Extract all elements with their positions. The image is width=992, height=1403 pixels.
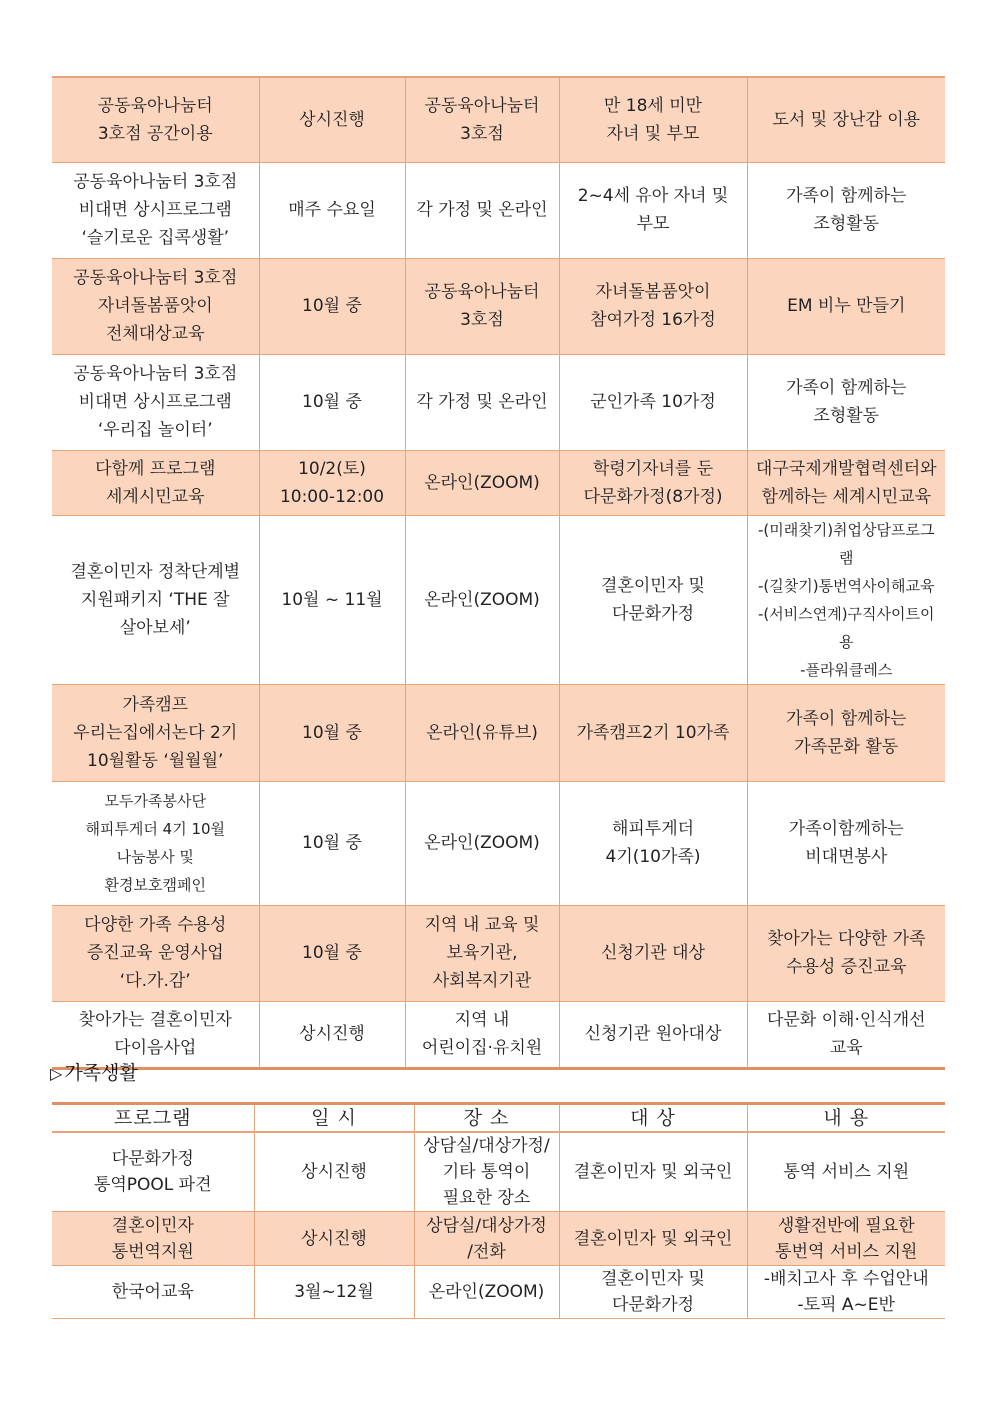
cell-text-line: 통역 서비스 지원: [783, 1162, 910, 1182]
header-schedule: 일 시: [254, 1104, 414, 1133]
cell-text-line: 온라인(ZOOM): [424, 472, 540, 493]
cell-text-line: 온라인(ZOOM): [428, 1282, 545, 1302]
cell-schedule: [259, 1001, 405, 1068]
cell-schedule: [259, 354, 405, 450]
cell-text-line: 가족이 함께하는: [786, 378, 907, 398]
section-title: [50, 1058, 138, 1089]
cell-text-line: 찾아가는 결혼이민자: [78, 1010, 232, 1030]
table-row: [52, 1212, 945, 1266]
cell-content: [747, 684, 945, 781]
cell-schedule: [259, 77, 405, 162]
cell-text-line: 온라인(ZOOM): [424, 589, 540, 610]
cell-text-line: 기타 통역이: [442, 1162, 531, 1182]
cell-text-line: 조형활동: [813, 214, 880, 234]
cell-target: [559, 354, 747, 450]
cell-text-line: 함께하는 세계시민교육: [761, 486, 932, 507]
cell-program: [52, 684, 259, 781]
cell-text-line: 4기(10가족): [605, 847, 701, 867]
cell-text-line: 각 가정 및 온라인: [416, 392, 548, 412]
header-target: 대 상: [559, 1104, 747, 1133]
cell-program: [52, 1266, 254, 1319]
table-row: [52, 1001, 945, 1068]
cell-text-line: 자녀돌봄품앗이: [595, 282, 711, 302]
cell-text-line: 다문화가정: [111, 1149, 194, 1169]
cell-text-line: 모두가족봉사단: [104, 792, 206, 810]
cell-target: [559, 162, 747, 258]
cell-text-line: 다이음사업: [114, 1038, 197, 1058]
cell-schedule: [259, 162, 405, 258]
cell-text-line: -(미래찾기)취업상담프로그램: [757, 520, 935, 567]
cell-text-line: 한국어교육: [111, 1282, 194, 1302]
cell-text-line: 부모: [636, 214, 670, 234]
cell-content: [747, 1001, 945, 1068]
table-row: [52, 1266, 945, 1319]
cell-text-line: 신청기관 대상: [601, 943, 705, 963]
cell-text-line: 공동육아나눔터: [424, 95, 540, 116]
cell-text-line: 가족캠프: [122, 694, 189, 715]
cell-target: [559, 781, 747, 905]
cell-text-line: 만 18세 미만: [603, 95, 703, 116]
cell-text-line: 다문화가정: [611, 603, 695, 624]
cell-schedule: [254, 1212, 414, 1266]
cell-text-line: 나눔봉사 및: [116, 848, 194, 866]
header-program: 프로그램: [52, 1104, 254, 1133]
cell-text-line: 상담실/대상가정: [426, 1215, 547, 1236]
cell-location: [405, 905, 559, 1001]
cell-text-line: -토픽 A~E반: [797, 1295, 895, 1315]
cell-text-line: 가족문화 활동: [794, 736, 899, 757]
table-row: [52, 684, 945, 781]
cell-text-line: ‘다.가.감’: [119, 971, 191, 991]
cell-text-line: 상시진행: [301, 1162, 367, 1182]
cell-schedule: [259, 515, 405, 684]
cell-text-line: 상시진행: [299, 1024, 365, 1044]
table-row: [52, 77, 945, 162]
cell-text-line: 상시진행: [301, 1228, 367, 1249]
cell-text-line: 다함께 프로그램: [95, 458, 216, 479]
cell-text-line: 3월~12월: [294, 1282, 374, 1302]
cell-location: [405, 684, 559, 781]
cell-program: [52, 450, 259, 515]
cell-text-line: 10월 중: [302, 722, 362, 743]
cell-text-line: 가족이 함께하는: [786, 708, 907, 729]
cell-text-line: 전체대상교육: [105, 324, 205, 344]
cell-text-line: 결혼이민자 및 외국인: [573, 1228, 733, 1249]
cell-location: [405, 1001, 559, 1068]
cell-content: [747, 515, 945, 684]
cell-content: [747, 354, 945, 450]
cell-text-line: EM 비누 만들기: [787, 296, 906, 316]
cell-program: [52, 1212, 254, 1266]
program-table: [52, 76, 945, 1070]
cell-program: [52, 162, 259, 258]
cell-text-line: 가족이함께하는: [788, 819, 904, 839]
cell-content: [747, 1132, 945, 1212]
cell-target: [559, 258, 747, 354]
cell-schedule: [259, 684, 405, 781]
family-life-table: [52, 1102, 945, 1319]
cell-text-line: 사회복지기관: [432, 971, 532, 991]
cell-text-line: 결혼이민자 정착단계별: [70, 561, 241, 582]
cell-text-line: 통번역지원: [111, 1241, 194, 1262]
cell-content: [747, 77, 945, 162]
cell-text-line: 가족캠프2기 10가족: [576, 722, 730, 743]
cell-text-line: 환경보호캠페인: [104, 876, 206, 894]
cell-program: [52, 77, 259, 162]
cell-text-line: 각 가정 및 온라인: [416, 200, 548, 220]
cell-text-line: 지원패키지 ‘THE 잘: [80, 589, 230, 610]
cell-text-line: 결혼이민자 및 외국인: [573, 1162, 733, 1182]
cell-text-line: 조형활동: [813, 406, 880, 426]
cell-text-line: 온라인(유튜브): [426, 722, 538, 743]
cell-program: [52, 354, 259, 450]
cell-content: [747, 258, 945, 354]
cell-text-line: -(길찾기)통번역사이해교육: [757, 576, 935, 595]
cell-text-line: 가족이 함께하는: [786, 186, 907, 206]
cell-text-line: 공동육아나눔터 3호점: [73, 364, 238, 384]
cell-text-line: 찾아가는 다양한 가족: [766, 929, 926, 949]
cell-text-line: 결혼이민자 및: [601, 575, 705, 596]
cell-text-line: 통역POOL 파견: [93, 1175, 212, 1195]
cell-text-line: 10월 중: [302, 392, 362, 412]
cell-content: [747, 1266, 945, 1319]
cell-text-line: 지역 내 교육 및: [424, 915, 540, 935]
cell-text-line: -플라워클레스: [800, 660, 893, 679]
cell-location: [405, 781, 559, 905]
cell-content: [747, 450, 945, 515]
table-row: [52, 258, 945, 354]
table-row: [52, 1132, 945, 1212]
cell-text-line: 세계시민교육: [105, 486, 205, 507]
cell-target: [559, 77, 747, 162]
cell-text-line: 매주 수요일: [288, 200, 376, 220]
family-life-table-header: [52, 1104, 945, 1133]
cell-text-line: 신청기관 원아대상: [584, 1024, 722, 1044]
cell-schedule: [259, 781, 405, 905]
cell-content: [747, 1212, 945, 1266]
header-row: [52, 1104, 945, 1133]
header-location: 장 소: [414, 1104, 559, 1133]
cell-text-line: 10월 중: [302, 943, 362, 963]
cell-text-line: 공동육아나눔터: [424, 282, 540, 302]
cell-text-line: 10월 중: [302, 296, 362, 316]
table-row: [52, 450, 945, 515]
cell-schedule: [254, 1266, 414, 1319]
cell-text-line: 다문화가정: [611, 1295, 695, 1315]
table-row: [52, 515, 945, 684]
cell-location: [414, 1212, 559, 1266]
cell-content: [747, 781, 945, 905]
cell-text-line: 상담실/대상가정/: [423, 1136, 550, 1156]
cell-text-line: 공동육아나눔터 3호점: [73, 172, 238, 192]
cell-text-line: 보육기관,: [446, 943, 518, 963]
cell-text-line: 10월 ~ 11월: [281, 589, 383, 610]
cell-target: [559, 1132, 747, 1212]
cell-content: [747, 162, 945, 258]
header-content: 내 용: [747, 1104, 945, 1133]
cell-text-line: 군인가족 10가정: [590, 392, 716, 412]
cell-text-line: 2~4세 유아 자녀 및: [577, 186, 729, 206]
cell-text-line: 다양한 가족 수용성: [84, 915, 227, 935]
cell-text-line: 수용성 증진교육: [786, 957, 907, 977]
cell-program: [52, 905, 259, 1001]
cell-text-line: 대구국제개발협력센터와: [755, 458, 937, 479]
cell-schedule: [259, 450, 405, 515]
cell-text-line: /전화: [467, 1241, 506, 1262]
cell-text-line: 생활전반에 필요한: [777, 1215, 915, 1236]
cell-text-line: 상시진행: [299, 109, 365, 130]
cell-text-line: ‘우리집 놀이터’: [97, 420, 213, 440]
cell-location: [405, 354, 559, 450]
cell-program: [52, 515, 259, 684]
cell-text-line: 자녀 및 부모: [606, 123, 700, 144]
cell-text-line: 결혼이민자: [111, 1215, 194, 1236]
cell-location: [414, 1132, 559, 1212]
cell-schedule: [254, 1132, 414, 1212]
cell-text-line: 참여가정 16가정: [590, 310, 716, 330]
cell-program: [52, 781, 259, 905]
cell-location: [405, 77, 559, 162]
cell-text-line: 10:00-12:00: [279, 486, 385, 507]
cell-text-line: 공동육아나눔터: [97, 95, 213, 116]
cell-text-line: 필요한 장소: [442, 1188, 531, 1208]
triangle-marker-icon: ▷: [50, 1064, 63, 1083]
cell-text-line: 비대면 상시프로그램: [78, 392, 232, 412]
cell-text-line: 우리는집에서논다 2기: [73, 722, 238, 743]
cell-location: [405, 162, 559, 258]
cell-text-line: -(서비스연계)구직사이트이용: [757, 604, 935, 651]
cell-schedule: [259, 905, 405, 1001]
table-row: [52, 162, 945, 258]
cell-text-line: 어린이집·유치원: [421, 1038, 543, 1058]
cell-text-line: 살아보세’: [119, 617, 191, 638]
family-life-table-body: [52, 1132, 945, 1319]
cell-text-line: 10월활동 ‘월월월’: [87, 750, 224, 771]
cell-target: [559, 905, 747, 1001]
cell-text-line: 자녀돌봄품앗이: [97, 296, 213, 316]
cell-text-line: 다문화 이해·인식개선: [766, 1010, 926, 1030]
cell-text-line: -배치고사 후 수업안내: [763, 1269, 929, 1289]
table-row: [52, 905, 945, 1001]
cell-location: [414, 1266, 559, 1319]
table-row: [52, 781, 945, 905]
program-table-body: [52, 77, 945, 1068]
cell-text-line: 10/2(토): [298, 458, 366, 479]
cell-text-line: ‘슬기로운 집콕생활’: [81, 228, 230, 248]
cell-text-line: 지역 내: [454, 1010, 510, 1030]
cell-text-line: 10월 중: [302, 833, 362, 853]
cell-text-line: 공동육아나눔터 3호점: [73, 268, 238, 288]
cell-target: [559, 1001, 747, 1068]
cell-text-line: 비대면 상시프로그램: [78, 200, 232, 220]
cell-program: [52, 258, 259, 354]
cell-text-line: 3호점: [460, 123, 504, 144]
cell-text-line: 다문화가정(8가정): [583, 486, 723, 507]
cell-text-line: 비대면봉사: [805, 847, 888, 867]
cell-text-line: 결혼이민자 및: [601, 1269, 705, 1289]
cell-location: [405, 450, 559, 515]
cell-text-line: 3호점 공간이용: [97, 123, 213, 144]
table-row: [52, 354, 945, 450]
cell-text-line: 해피투게더: [611, 819, 695, 839]
cell-text-line: 온라인(ZOOM): [424, 833, 540, 853]
cell-program: [52, 1132, 254, 1212]
section-title-text: 가족생활: [64, 1062, 138, 1084]
cell-text-line: 해피투게더 4기 10월: [85, 820, 226, 838]
cell-target: [559, 1266, 747, 1319]
cell-target: [559, 515, 747, 684]
cell-text-line: 3호점: [460, 310, 504, 330]
cell-text-line: 학령기자녀를 둔: [592, 458, 714, 479]
cell-text-line: 통번역 서비스 지원: [775, 1241, 918, 1262]
cell-location: [405, 258, 559, 354]
cell-schedule: [259, 258, 405, 354]
cell-text-line: 증진교육 운영사업: [86, 943, 224, 963]
cell-target: [559, 450, 747, 515]
cell-text-line: 교육: [829, 1038, 863, 1058]
cell-text-line: 도서 및 장난감 이용: [772, 109, 921, 130]
cell-target: [559, 684, 747, 781]
cell-content: [747, 905, 945, 1001]
cell-location: [405, 515, 559, 684]
cell-target: [559, 1212, 747, 1266]
